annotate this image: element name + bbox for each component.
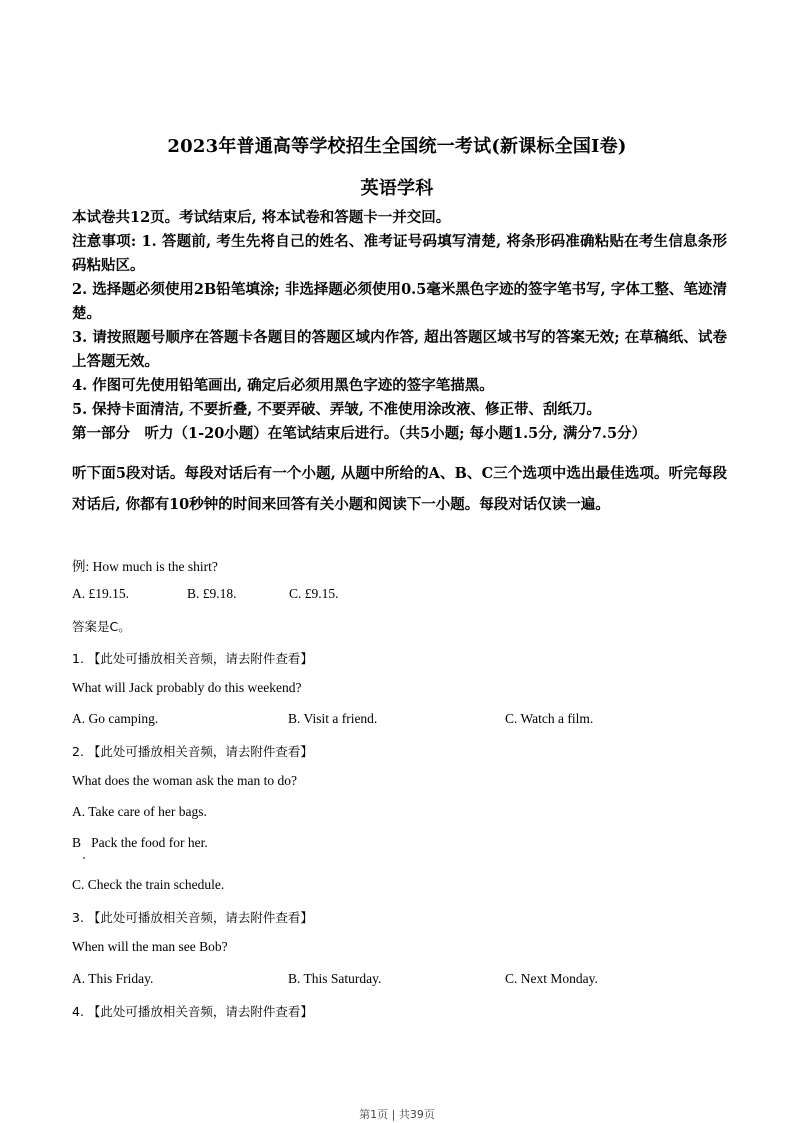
question-2-text: What does the woman ask the man to do? <box>72 773 297 788</box>
question-1-text: What will Jack probably do this weekend? <box>72 680 302 695</box>
question-1-header <box>72 649 313 667</box>
notice-item-5: 5. 保持卡面清洁, 不要折叠, 不要弄破、弄皱, 不准使用涂改液、修正带、刮纸刀。 <box>72 401 601 418</box>
question-1-options <box>72 711 727 731</box>
option-b: B. This Saturday. <box>288 971 382 986</box>
question-number: 4. <box>72 1004 84 1019</box>
option-c: C. Next Monday. <box>505 971 598 986</box>
audio-note[interactable]: 【此处可播放相关音频，请去附件查看】 <box>87 744 313 759</box>
example-option-b: B. £9.18. <box>187 586 237 601</box>
option-a: A. Take care of her bags. <box>72 804 207 819</box>
option-a: A. Go camping. <box>72 711 159 726</box>
option-c: C. Check the train schedule. <box>72 877 225 892</box>
example-option-c: C. £9.15. <box>289 586 339 601</box>
stray-dot <box>83 857 85 859</box>
notice-item-4: 4. 作图可先使用铅笔画出, 确定后必须用黑色字迹的签字笔描黑。 <box>72 377 494 394</box>
audio-note[interactable]: 【此处可播放相关音频，请去附件查看】 <box>87 1004 313 1019</box>
notice-item-2: 2. 选择题必须使用2B铅笔填涂; 非选择题必须使用0.5毫米黑色字迹的签字笔书写, 字体工整、笔迹清楚。 <box>72 281 727 322</box>
notice-block <box>72 206 727 446</box>
question-3-options <box>72 971 727 991</box>
question-number: 2. <box>72 744 84 759</box>
section-heading: 第一部分 听力（1-20小题）在笔试结束后进行。（共5小题; 每小题1.5分, 满分7.5分） <box>72 425 647 442</box>
question-3-text: When will the man see Bob? <box>72 939 228 954</box>
example-options <box>72 586 727 606</box>
question-2-header <box>72 742 313 760</box>
question-number: 1. <box>72 651 84 666</box>
option-a: A. This Friday. <box>72 971 154 986</box>
example-answer: 答案是C。 <box>72 619 131 634</box>
question-3-header <box>72 908 313 926</box>
option-b: B. Visit a friend. <box>288 711 378 726</box>
audio-note[interactable]: 【此处可播放相关音频，请去附件查看】 <box>87 651 313 666</box>
notice-line: 本试卷共12页。考试结束后, 将本试卷和答题卡一并交回。 <box>72 209 451 226</box>
notice-item-3: 3. 请按照题号顺序在答题卡各题目的答题区域内作答, 超出答题区域书写的答案无效; 在草稿纸、试卷上答题无效。 <box>72 329 727 370</box>
exam-title: 2023年普通高等学校招生全国统一考试(新课标全国Ⅰ卷) <box>167 136 627 157</box>
example-question: 例: How much is the shirt? <box>72 559 218 574</box>
subject-title: 英语学科 <box>360 178 434 199</box>
example-option-a: A. £19.15. <box>72 586 129 601</box>
question-4-header <box>72 1002 313 1020</box>
audio-note[interactable]: 【此处可播放相关音频，请去附件查看】 <box>87 910 313 925</box>
page-footer: 第1页 | 共39页 <box>359 1108 435 1121</box>
listening-instruction: 听下面5段对话。每段对话后有一个小题, 从题中所给的A、B、C三个选项中选出最佳选项。听完每段对话后, 你都有10秒钟的时间来回答有关小题和阅读下一小题。每段对话仅读一遍。 <box>72 465 727 513</box>
notice-item-1: 注意事项: 1. 答题前, 考生先将自己的姓名、准考证号码填写清楚, 将条形码准确粘贴在考生信息条形码粘贴区。 <box>72 233 727 274</box>
question-number: 3. <box>72 910 84 925</box>
option-b: B Pack the food for her. <box>72 835 208 850</box>
option-c: C. Watch a film. <box>505 711 594 726</box>
